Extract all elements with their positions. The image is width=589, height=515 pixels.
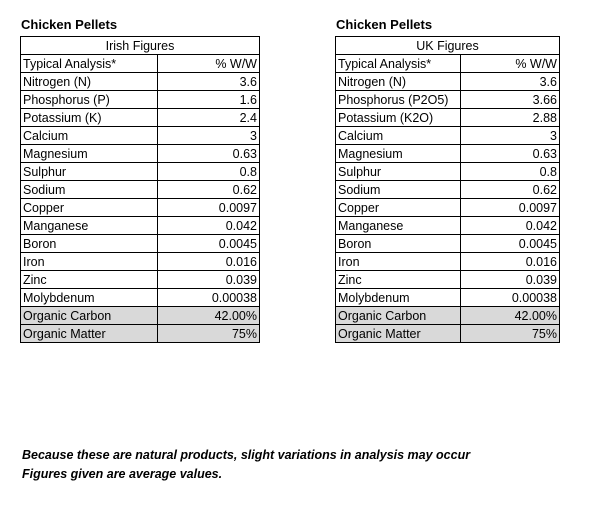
organic-value: 75% xyxy=(461,325,560,343)
organic-value: 42.00% xyxy=(158,307,260,325)
table-row xyxy=(336,91,560,109)
shaded-table-row xyxy=(21,307,260,325)
footnote-line-1: Because these are natural products, slight variations in analysis may occur xyxy=(22,448,471,462)
nutrient-value: 3 xyxy=(158,127,260,145)
table-subtitle-row xyxy=(21,37,260,55)
nutrient-name: Zinc xyxy=(21,271,158,289)
table-row xyxy=(336,163,560,181)
table-row xyxy=(336,289,560,307)
table-row xyxy=(21,199,260,217)
table-subtitle-row xyxy=(336,37,560,55)
nutrient-name: Copper xyxy=(336,199,461,217)
nutrient-name: Boron xyxy=(336,235,461,253)
nutrient-name: Molybdenum xyxy=(336,289,461,307)
nutrient-name: Iron xyxy=(21,253,158,271)
nutrient-name: Magnesium xyxy=(21,145,158,163)
table-row xyxy=(336,181,560,199)
nutrient-name: Phosphorus (P2O5) xyxy=(336,91,461,109)
table-row xyxy=(21,109,260,127)
table-row xyxy=(21,235,260,253)
table-row xyxy=(21,289,260,307)
nutrient-value: 3.6 xyxy=(461,73,560,91)
nutrient-value: 1.6 xyxy=(158,91,260,109)
nutrient-value: 0.0097 xyxy=(461,199,560,217)
shaded-table-row xyxy=(336,325,560,343)
nutrient-value: 3.6 xyxy=(158,73,260,91)
nutrient-name: Manganese xyxy=(21,217,158,235)
table-row xyxy=(21,253,260,271)
nutrient-name: Calcium xyxy=(336,127,461,145)
nutrient-value: 0.63 xyxy=(461,145,560,163)
irish-figures-table xyxy=(20,36,260,343)
uk-figures-table xyxy=(335,36,560,343)
nutrient-value: 0.00038 xyxy=(461,289,560,307)
table-row xyxy=(21,73,260,91)
organic-value: 75% xyxy=(158,325,260,343)
organic-name: Organic Matter xyxy=(336,325,461,343)
nutrient-name: Molybdenum xyxy=(21,289,158,307)
nutrient-name: Calcium xyxy=(21,127,158,145)
shaded-table-row xyxy=(336,307,560,325)
column-header-percent: % W/W xyxy=(158,55,260,73)
nutrient-value: 3.66 xyxy=(461,91,560,109)
table-row xyxy=(336,73,560,91)
footnote-line-2: Figures given are average values. xyxy=(22,467,223,481)
nutrient-name: Manganese xyxy=(336,217,461,235)
table-row xyxy=(336,145,560,163)
nutrient-value: 0.039 xyxy=(461,271,560,289)
nutrient-name: Magnesium xyxy=(336,145,461,163)
nutrient-value: 0.8 xyxy=(158,163,260,181)
nutrient-name: Nitrogen (N) xyxy=(336,73,461,91)
nutrient-value: 3 xyxy=(461,127,560,145)
nutrient-value: 0.0045 xyxy=(158,235,260,253)
nutrient-name: Sulphur xyxy=(336,163,461,181)
nutrient-value: 0.62 xyxy=(461,181,560,199)
table-title: Chicken Pellets xyxy=(336,17,433,32)
nutrient-name: Potassium (K) xyxy=(21,109,158,127)
nutrient-value: 0.0045 xyxy=(461,235,560,253)
shaded-table-row xyxy=(21,325,260,343)
organic-name: Organic Matter xyxy=(21,325,158,343)
organic-name: Organic Carbon xyxy=(336,307,461,325)
nutrient-name: Zinc xyxy=(336,271,461,289)
table-row xyxy=(336,217,560,235)
nutrient-value: 0.039 xyxy=(158,271,260,289)
column-header-row xyxy=(336,55,560,73)
table-row xyxy=(336,271,560,289)
table-row xyxy=(336,127,560,145)
organic-value: 42.00% xyxy=(461,307,560,325)
nutrient-name: Potassium (K2O) xyxy=(336,109,461,127)
column-header-analysis: Typical Analysis* xyxy=(21,55,158,73)
nutrient-value: 0.0097 xyxy=(158,199,260,217)
organic-name: Organic Carbon xyxy=(21,307,158,325)
uk-figures-block xyxy=(335,16,560,343)
nutrient-value: 2.88 xyxy=(461,109,560,127)
footnote xyxy=(22,446,582,484)
table-subtitle: Irish Figures xyxy=(21,37,260,55)
table-row xyxy=(21,163,260,181)
nutrient-name: Phosphorus (P) xyxy=(21,91,158,109)
nutrient-name: Boron xyxy=(21,235,158,253)
column-header-analysis: Typical Analysis* xyxy=(336,55,461,73)
table-row xyxy=(21,145,260,163)
nutrient-name: Iron xyxy=(336,253,461,271)
nutrient-value: 2.4 xyxy=(158,109,260,127)
nutrient-value: 0.00038 xyxy=(158,289,260,307)
nutrient-value: 0.016 xyxy=(461,253,560,271)
nutrient-value: 0.62 xyxy=(158,181,260,199)
table-title: Chicken Pellets xyxy=(21,17,118,32)
column-header-percent: % W/W xyxy=(461,55,560,73)
table-row xyxy=(21,91,260,109)
table-subtitle: UK Figures xyxy=(336,37,560,55)
table-row xyxy=(336,109,560,127)
column-header-row xyxy=(21,55,260,73)
table-row xyxy=(336,253,560,271)
table-row xyxy=(21,217,260,235)
table-row xyxy=(21,127,260,145)
table-row xyxy=(21,271,260,289)
table-row xyxy=(21,181,260,199)
nutrient-name: Nitrogen (N) xyxy=(21,73,158,91)
table-row xyxy=(336,235,560,253)
nutrient-value: 0.042 xyxy=(158,217,260,235)
nutrient-value: 0.016 xyxy=(158,253,260,271)
nutrient-value: 0.042 xyxy=(461,217,560,235)
nutrient-value: 0.63 xyxy=(158,145,260,163)
irish-figures-block xyxy=(20,16,260,343)
nutrient-value: 0.8 xyxy=(461,163,560,181)
nutrient-name: Sodium xyxy=(21,181,158,199)
nutrient-name: Sulphur xyxy=(21,163,158,181)
nutrient-name: Copper xyxy=(21,199,158,217)
table-row xyxy=(336,199,560,217)
nutrient-name: Sodium xyxy=(336,181,461,199)
